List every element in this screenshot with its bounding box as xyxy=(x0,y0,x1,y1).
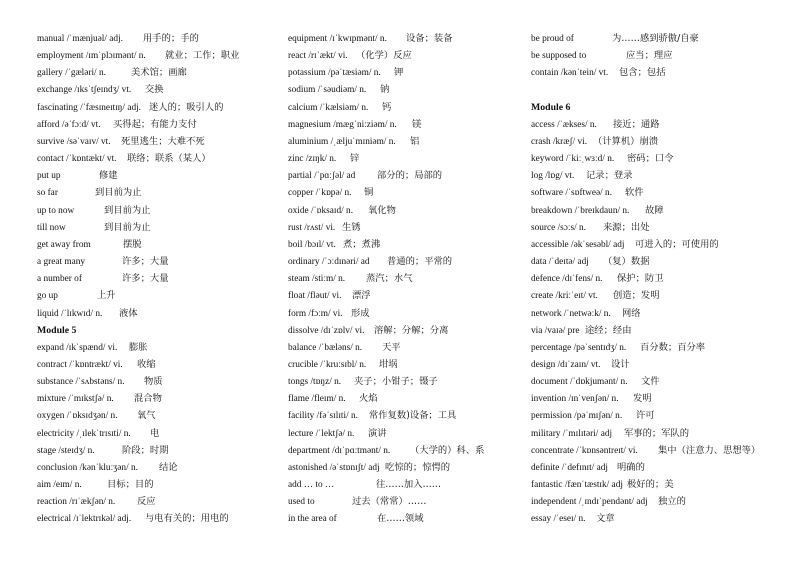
vocab-entry xyxy=(288,442,503,459)
vocab-meaning: 与电有关的；用电的 xyxy=(145,513,229,525)
vocab-entry xyxy=(288,476,503,493)
vocab-entry xyxy=(37,476,272,493)
vocab-word: gallery /ˈgæləri/ n. xyxy=(37,68,106,79)
vocab-word: partial /ˈpɑːʃəl/ ad xyxy=(288,171,356,182)
vocab-meaning: 吃惊的；惊愕的 xyxy=(385,461,451,473)
vocab-entry xyxy=(288,219,503,236)
vocab-entry xyxy=(37,493,272,510)
vocab-word: percentage /pəˈsentɪdʒ/ n. xyxy=(531,342,627,353)
vocab-entry xyxy=(37,47,272,64)
vocab-entry xyxy=(288,322,503,339)
vocab-word: aim /eɪm/ n. xyxy=(37,480,82,491)
vocab-entry xyxy=(531,219,776,236)
vocab-meaning: 可进入的；可使用的 xyxy=(635,238,719,250)
vocab-word: facility /fəˈsɪlɪti/ n. xyxy=(288,411,358,422)
vocab-word: manual /ˈmænjuəl/ adj. xyxy=(37,34,123,44)
vocab-entry xyxy=(531,167,776,184)
vocab-word: contact /ˈkɒntækt/ vt. xyxy=(37,154,117,165)
vocab-meaning: 设备；装备 xyxy=(406,33,453,44)
vocab-entry xyxy=(288,236,503,253)
vocab-meaning: 电 xyxy=(150,427,160,439)
vocab-entry xyxy=(288,459,503,476)
vocab-word: survive /səˈvaɪv/ vt. xyxy=(37,136,111,147)
vocab-word: fascinating /ˈfæsɪneɪtɪŋ/ adj. xyxy=(37,102,141,113)
vocab-meaning: 应当；理应 xyxy=(626,50,673,62)
vocab-meaning: 创造；发明 xyxy=(613,290,660,302)
vocab-entry xyxy=(37,459,272,476)
vocab-entry xyxy=(37,425,272,442)
vocab-entry xyxy=(288,356,503,373)
vocab-entry xyxy=(531,339,776,356)
vocab-meaning: 上升 xyxy=(97,290,116,302)
vocab-meaning: 发明 xyxy=(633,393,652,405)
vocab-entry xyxy=(531,305,776,322)
vocab-word: afford /əˈfɔːd/ vt. xyxy=(37,119,101,130)
vocab-entry xyxy=(531,476,776,493)
vocab-entry xyxy=(37,30,272,47)
vocab-entry xyxy=(288,116,503,133)
vocab-entry xyxy=(37,150,272,167)
vocab-word: balance /ˈbæləns/ n. xyxy=(288,342,363,353)
vocab-column-3 xyxy=(531,30,776,528)
vocab-entry xyxy=(37,167,272,184)
vocab-word: flame /fleɪm/ n. xyxy=(288,394,346,405)
vocab-meaning: 结论 xyxy=(159,461,178,473)
vocab-entry xyxy=(531,425,776,442)
vocab-meaning: 氧气 xyxy=(137,410,156,422)
vocab-word: department /dɪˈpɑːtmənt/ n. xyxy=(288,445,391,456)
vocab-entry xyxy=(288,390,503,407)
vocab-meaning: 修建 xyxy=(99,170,118,182)
vocab-meaning: 记录；登录 xyxy=(586,170,633,182)
vocab-word: till now xyxy=(37,222,66,233)
vocab-meaning: 收缩 xyxy=(137,358,156,370)
vocab-entry xyxy=(531,459,776,476)
vocab-meaning: 氧化物 xyxy=(368,204,396,216)
vocab-word: crash /kræʃ/ vi. xyxy=(531,136,588,147)
vocab-word: liquid /ˈlɪkwɪd/ n. xyxy=(37,308,103,319)
vocab-entry xyxy=(37,407,272,424)
vocab-meaning: 往……加入…… xyxy=(376,479,442,491)
vocab-entry xyxy=(37,253,272,270)
vocab-meaning: 到目前为止 xyxy=(95,187,142,199)
vocab-entry xyxy=(288,339,503,356)
vocab-word: rust /rʌst/ vi. xyxy=(288,222,336,233)
vocab-word: calcium /ˈkælsiəm/ n. xyxy=(288,102,369,113)
vocab-word: contract /ˈkɒntrækt/ vi. xyxy=(37,359,123,370)
vocab-word: electrical /ɪˈlektrɪkəl/ adj. xyxy=(37,514,132,525)
vocab-meaning: 为……感到骄傲/自豪 xyxy=(612,33,699,44)
vocab-entry xyxy=(37,81,272,98)
vocab-word: equipment /ɪˈkwɪpmənt/ n. xyxy=(288,34,387,44)
vocab-word: defence /dɪˈfens/ n. xyxy=(531,274,603,285)
vocab-word: create /kriːˈeɪt/ vt. xyxy=(531,291,598,302)
vocab-entry xyxy=(531,47,776,64)
vocab-entry xyxy=(288,133,503,150)
vocab-word: employment /ɪmˈplɔɪmənt/ n. xyxy=(37,51,146,62)
vocab-word: concentrate /ˈkɒnsəntreɪt/ vi. xyxy=(531,445,638,456)
vocab-meaning: 液体 xyxy=(119,307,138,319)
vocab-word: essay /ˈeseɪ/ n. xyxy=(531,514,586,525)
vocab-word: zinc /zɪŋk/ n. xyxy=(288,154,337,165)
vocab-word: network /ˈnetwəːk/ n. xyxy=(531,308,611,319)
vocab-meaning: 形成 xyxy=(351,307,370,319)
vocab-entry xyxy=(37,373,272,390)
vocab-word: accessible /əkˈsesəbl/ adj xyxy=(531,239,625,250)
vocab-entry xyxy=(288,510,503,527)
vocab-word: boil /bɔɪl/ vt. xyxy=(288,239,336,250)
vocab-meaning: 到目前为止 xyxy=(104,221,151,233)
vocab-entry xyxy=(37,236,272,253)
vocab-entry xyxy=(37,133,272,150)
vocab-meaning: 目标；目的 xyxy=(107,479,154,491)
vocab-word: expand /ɪkˈspænd/ vi. xyxy=(37,342,118,353)
vocab-meaning: 生锈 xyxy=(342,221,361,233)
vocab-word: breakdown /ˈbreɪkdaun/ n. xyxy=(531,205,630,216)
vocab-word: be proud of xyxy=(531,34,574,44)
vocab-entry xyxy=(288,425,503,442)
vocab-word: ordinary /ˈɔːdɪnəri/ ad xyxy=(288,257,370,268)
vocab-word: lecture /ˈlektʃə/ n. xyxy=(288,428,355,439)
vocab-meaning: 明确的 xyxy=(617,461,645,473)
vocab-meaning: 铜 xyxy=(364,187,374,199)
vocab-meaning: 膨胀 xyxy=(129,341,148,353)
vocab-meaning: 阶段；时期 xyxy=(122,444,169,456)
vocab-word: log /lɒg/ vt. xyxy=(531,171,575,182)
vocab-entry xyxy=(37,99,272,116)
vocab-word: substance /ˈsʌbstəns/ n. xyxy=(37,377,125,388)
vocab-word: magnesium /mægˈniːziəm/ n. xyxy=(288,119,397,130)
vocab-word: data /ˈdeɪtə/ adj xyxy=(531,257,589,268)
vocab-entry xyxy=(37,64,272,81)
vocab-entry xyxy=(37,270,272,287)
vocab-meaning: 交换 xyxy=(145,84,164,96)
vocab-word: invention /ɪnˈvenʃən/ n. xyxy=(531,394,619,405)
vocab-word: astonished /əˈstɒnɪʃt/ adj xyxy=(288,462,380,473)
vocab-meaning: 接近；通路 xyxy=(613,118,660,130)
module-title: Module 5 xyxy=(37,324,77,336)
vocab-meaning: 保护；防卫 xyxy=(617,273,664,285)
vocab-entry xyxy=(288,407,503,424)
vocab-word: contain /kənˈtein/ vt. xyxy=(531,68,609,79)
vocab-meaning: 混合物 xyxy=(134,393,162,405)
vocab-meaning: 夹子；小钳子；镊子 xyxy=(354,376,438,388)
vocab-word: stage /steɪdʒ/ n. xyxy=(37,445,95,456)
vocab-meaning: 钙 xyxy=(382,101,392,113)
vocab-meaning: 许可 xyxy=(636,410,655,422)
vocab-entry xyxy=(288,253,503,270)
vocab-entry xyxy=(531,150,776,167)
vocab-meaning: 军事的；军队的 xyxy=(624,427,690,439)
vocab-meaning: 天平 xyxy=(382,341,401,353)
vocab-meaning: 网络 xyxy=(622,307,641,319)
vocab-entry xyxy=(531,133,776,150)
vocab-word: up to now xyxy=(37,205,75,216)
vocab-meaning: 过去（常常）…… xyxy=(352,496,427,508)
vocab-entry xyxy=(288,287,503,304)
vocab-meaning: 死里逃生；大难不死 xyxy=(121,135,205,147)
vocab-entry xyxy=(37,184,272,201)
vocab-meaning: 故障 xyxy=(645,204,664,216)
vocab-meaning: 锌 xyxy=(350,153,360,165)
vocab-entry xyxy=(37,116,272,133)
vocab-word: in the area of xyxy=(288,514,337,525)
vocab-meaning: 密码；口令 xyxy=(627,153,674,165)
vocab-meaning: 百分数；百分率 xyxy=(640,341,706,353)
vocab-meaning: 买得起；有能力支付 xyxy=(113,118,197,130)
vocab-entry xyxy=(288,99,503,116)
vocab-word: used to xyxy=(288,497,315,508)
module-heading xyxy=(531,99,776,116)
vocab-entry xyxy=(531,64,776,81)
vocab-entry xyxy=(288,305,503,322)
vocab-entry xyxy=(531,202,776,219)
vocab-meaning: 镁 xyxy=(412,118,422,130)
vocab-word: oxide /ˈɒksaɪd/ n. xyxy=(288,205,354,216)
vocab-entry xyxy=(531,270,776,287)
vocab-entry xyxy=(531,322,776,339)
vocab-meaning: 漂浮 xyxy=(352,290,371,302)
vocab-entry xyxy=(531,81,776,98)
vocab-meaning: 到目前为止 xyxy=(104,204,151,216)
vocab-entry xyxy=(37,356,272,373)
vocab-meaning: 软件 xyxy=(625,187,644,199)
vocab-word: get away from xyxy=(37,239,91,250)
vocab-entry xyxy=(531,356,776,373)
vocab-meaning: 溶解；分解；分离 xyxy=(374,324,449,336)
vocab-entry xyxy=(531,287,776,304)
vocab-meaning: 文件 xyxy=(641,376,660,388)
vocab-entry xyxy=(288,167,503,184)
vocab-meaning: 物质 xyxy=(144,376,163,388)
vocab-meaning: 极好的；美 xyxy=(627,479,674,491)
vocab-column-1 xyxy=(37,30,272,528)
vocab-meaning: 常作复数)设备；工具 xyxy=(369,410,457,422)
vocab-word: tongs /tɒŋz/ n. xyxy=(288,377,342,388)
vocab-meaning: 文章 xyxy=(596,513,615,525)
vocab-entry xyxy=(37,219,272,236)
vocab-word: electricity /ˌɪlekˈtrɪsɪti/ n. xyxy=(37,428,131,439)
vocab-entry xyxy=(531,493,776,510)
vocab-entry xyxy=(37,390,272,407)
vocab-entry xyxy=(37,442,272,459)
vocab-entry xyxy=(288,270,503,287)
vocab-word: so far xyxy=(37,188,58,199)
vocab-entry xyxy=(531,116,776,133)
vocab-word: via /vaɪə/ pre xyxy=(531,325,580,336)
vocab-word: go up xyxy=(37,291,58,302)
vocab-word: permission /pəˈmɪʃən/ n. xyxy=(531,411,623,422)
vocab-entry xyxy=(37,287,272,304)
vocab-meaning: （复）数据 xyxy=(603,256,650,268)
vocab-entry xyxy=(37,510,272,527)
vocab-word: be supposed to xyxy=(531,51,587,62)
vocab-word: react /rɪˈækt/ vi. xyxy=(288,51,348,62)
vocab-word: potassium /pəˈtæsiəm/ n. xyxy=(288,68,381,79)
vocab-meaning: 来源；出处 xyxy=(603,221,650,233)
vocab-entry xyxy=(531,184,776,201)
vocab-meaning: 联络；联系（某人） xyxy=(127,153,211,165)
vocab-entry xyxy=(288,373,503,390)
vocab-word: keyword /ˈkiːˌwɜːd/ n. xyxy=(531,154,615,165)
vocab-word: dissolve /dɪˈzɒlv/ vi. xyxy=(288,325,365,336)
vocab-word: a great many xyxy=(37,257,86,268)
vocab-meaning: 钾 xyxy=(394,67,404,79)
vocab-word: document /ˈdɒkjumənt/ n. xyxy=(531,377,628,388)
vocab-word: exchange /ɪksˈtʃeɪndʒ/ vt. xyxy=(37,85,132,96)
vocab-word: float /fləut/ vi. xyxy=(288,291,342,302)
vocab-entry xyxy=(37,339,272,356)
vocab-meaning: 独立的 xyxy=(658,496,686,508)
vocab-entry xyxy=(531,407,776,424)
vocab-entry xyxy=(288,47,503,64)
vocab-word: definite /ˈdefɪnɪt/ adj xyxy=(531,462,608,473)
vocab-entry xyxy=(531,442,776,459)
vocab-meaning: 在……领域 xyxy=(377,513,424,525)
vocab-word: design /dɪˈzaɪn/ vt. xyxy=(531,359,601,370)
vocab-word: reaction /rɪˈækʃən/ n. xyxy=(37,497,116,508)
vocab-meaning: 包含；包括 xyxy=(619,67,666,79)
vocab-word: aluminium /ˌæljuˈmɪniəm/ n. xyxy=(288,136,396,147)
vocab-word: oxygen /ˈɒksɪdʒən/ n. xyxy=(37,411,118,422)
vocab-meaning: 煮；煮沸 xyxy=(343,238,381,250)
vocab-entry xyxy=(288,81,503,98)
vocab-entry xyxy=(531,510,776,527)
vocab-word: military /ˈmɪlɪtəri/ adj xyxy=(531,428,613,439)
vocab-meaning: 途经；经由 xyxy=(585,324,632,336)
vocab-meaning: 蒸汽；水气 xyxy=(366,273,413,285)
vocab-entry xyxy=(288,202,503,219)
vocab-word: put up xyxy=(37,171,61,182)
vocab-meaning: 火焰 xyxy=(359,393,378,405)
vocab-entry xyxy=(531,253,776,270)
vocab-meaning: （大学的）科、系 xyxy=(410,444,485,456)
vocab-meaning: 坩埚 xyxy=(379,358,398,370)
vocab-meaning: 美术馆；画廊 xyxy=(131,67,187,79)
vocab-meaning: 许多；大量 xyxy=(122,273,169,285)
vocab-meaning: 部分的；局部的 xyxy=(377,170,443,182)
vocab-word: conclusion /kənˈkluːʒən/ n. xyxy=(37,462,138,473)
vocab-word: add … to … xyxy=(288,480,335,491)
vocab-word: access /ˈækses/ n. xyxy=(531,119,597,130)
vocab-entry xyxy=(37,202,272,219)
vocab-word: steam /stiːm/ n. xyxy=(288,274,346,285)
vocab-meaning: （计算机）崩溃 xyxy=(593,135,659,147)
vocab-meaning: 反应 xyxy=(137,496,156,508)
vocab-entry xyxy=(531,236,776,253)
vocab-entry xyxy=(288,493,503,510)
vocab-meaning: 就业；工作；职业 xyxy=(165,50,240,62)
vocab-meaning: 用手的；手的 xyxy=(143,33,199,44)
vocab-word: independent /ˌɪndɪˈpendənt/ adj xyxy=(531,497,648,508)
vocab-meaning: 普通的；平常的 xyxy=(387,256,453,268)
vocab-entry xyxy=(288,184,503,201)
vocab-word: sodium /ˈsəudiəm/ n. xyxy=(288,85,367,96)
module-heading xyxy=(37,322,272,339)
vocab-meaning: 钠 xyxy=(380,84,390,96)
vocab-meaning: 演讲 xyxy=(368,427,387,439)
vocab-entry xyxy=(531,390,776,407)
vocab-word: fantastic /fænˈtæstɪk/ adj xyxy=(531,480,623,491)
vocab-entry xyxy=(288,30,503,47)
vocab-meaning: 集中（注意力、思想等） xyxy=(658,444,761,456)
vocab-meaning: 摆脱 xyxy=(123,238,142,250)
vocab-meaning: （化学）反应 xyxy=(356,50,412,62)
vocab-word: copper /ˈkɒpə/ n. xyxy=(288,188,352,199)
vocab-word: a number of xyxy=(37,274,82,285)
vocab-column-2 xyxy=(288,30,503,528)
vocab-entry xyxy=(531,30,776,47)
vocab-meaning: 迷人的；吸引人的 xyxy=(149,101,224,113)
module-title: Module 6 xyxy=(531,101,571,113)
vocab-meaning: 铝 xyxy=(410,135,420,147)
vocab-word: form /fɔːm/ vi. xyxy=(288,308,343,319)
vocab-entry xyxy=(288,150,503,167)
vocab-entry xyxy=(37,305,272,322)
vocab-meaning: 许多；大量 xyxy=(122,256,169,268)
vocab-word: mixture /ˈmɪkstʃə/ n. xyxy=(37,394,114,405)
vocab-meaning: 设计 xyxy=(611,358,630,370)
vocab-word: software /ˈsɒftweə/ n. xyxy=(531,188,613,199)
vocab-entry xyxy=(531,373,776,390)
vocab-word: source /sɔːs/ n. xyxy=(531,222,586,233)
vocab-word: crucible /ˈkruːsɪbl/ n. xyxy=(288,359,367,370)
vocab-entry xyxy=(288,64,503,81)
